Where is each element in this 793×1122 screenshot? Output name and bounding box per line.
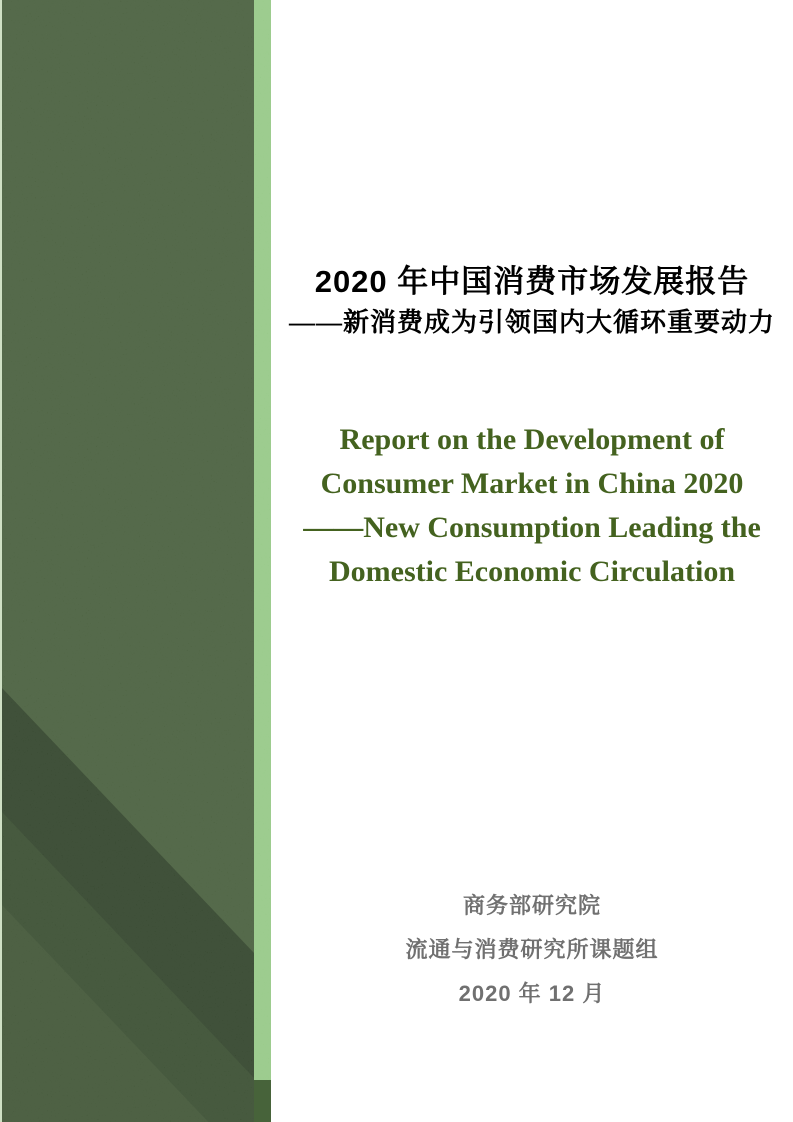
cover-stripe-bottom-segment	[254, 1080, 271, 1122]
light-stripe-graphic	[254, 0, 271, 1080]
cover-content-area	[271, 0, 793, 1122]
english-report-title	[271, 418, 793, 594]
chinese-report-title: 2020 年中国消费市场发展报告	[314, 264, 750, 299]
english-title-line-4: Domestic Economic Circulation	[328, 555, 736, 588]
english-title-line-1: Report on the Development of	[339, 423, 725, 456]
cover-light-stripe	[254, 0, 271, 1080]
footer-date: 2020 年 12 月	[458, 981, 606, 1006]
footer-organization: 商务部研究院	[462, 893, 601, 918]
chinese-report-subtitle: ——新消费成为引领国内大循环重要动力	[288, 308, 775, 337]
footer-department: 流通与消费研究所课题组	[405, 937, 659, 962]
cover-footer	[271, 884, 793, 1016]
cover-green-band	[2, 0, 254, 1122]
english-title-line-2: Consumer Market in China 2020	[320, 467, 744, 500]
green-band-graphic	[2, 0, 254, 1122]
stripe-noise	[254, 0, 271, 1080]
english-title-line-3: ——New Consumption Leading the	[303, 511, 761, 544]
band-noise-light	[2, 0, 254, 1122]
